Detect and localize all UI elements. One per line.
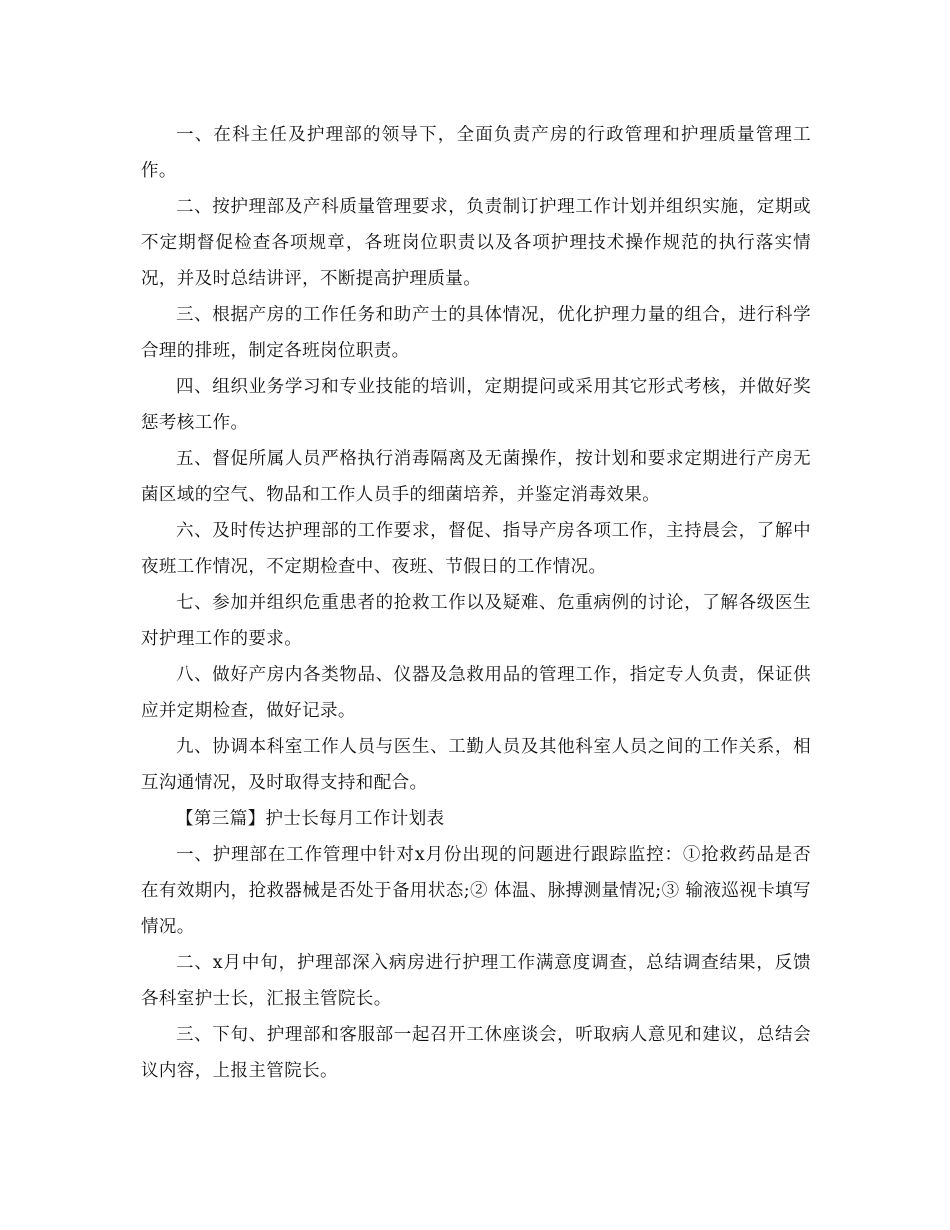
section-heading: 【第三篇】护士长每月工作计划表 [176,809,445,829]
paragraph-3: 三、根据产房的工作任务和助产士的具体情况，优化护理力量的组合，进行科学合理的排班，制定各班岗位职责。 [141,305,811,361]
plan-item-1: 一、护理部在工作管理中针对x月份出现的问题进行跟踪监控：①抢救药品是否在有效期内，抢救器械是否处于备用状态;② 体温、脉搏测量情况;③ 输液巡视卡填写情况。 [141,845,811,937]
plan-item-3: 三、下旬、护理部和客服部一起召开工休座谈会，听取病人意见和建议，总结会议内容，上报主管院长。 [141,1025,811,1081]
paragraph-6: 六、及时传达护理部的工作要求，督促、指导产房各项工作，主持晨会，了解中夜班工作情况，不定期检查中、夜班、节假日的工作情况。 [141,521,811,577]
paragraph-7: 七、参加并组织危重患者的抢救工作以及疑难、危重病例的讨论，了解各级医生对护理工作的要求。 [141,593,811,649]
paragraph-8: 八、做好产房内各类物品、仪器及急救用品的管理工作，指定专人负责，保证供应并定期检查，做好记录。 [141,665,811,721]
plan-item-2: 二、x月中旬，护理部深入病房进行护理工作满意度调查，总结调查结果，反馈各科室护士长，汇报主管院长。 [141,953,811,1009]
paragraph-9: 九、协调本科室工作人员与医生、工勤人员及其他科室人员之间的工作关系，相互沟通情况，及时取得支持和配合。 [141,737,811,793]
paragraph-2: 二、按护理部及产科质量管理要求，负责制订护理工作计划并组织实施，定期或不定期督促检查各项规章，各班岗位职责以及各项护理技术操作规范的执行落实情况，并及时总结讲评，不断提高护理质量。 [141,197,811,289]
paragraph-1: 一、在科主任及护理部的领导下，全面负责产房的行政管理和护理质量管理工作。 [141,125,811,181]
paragraph-4: 四、组织业务学习和专业技能的培训，定期提问或采用其它形式考核，并做好奖惩考核工作。 [141,377,811,433]
document-page [141,117,811,1089]
paragraph-5: 五、督促所属人员严格执行消毒隔离及无菌操作，按计划和要求定期进行产房无菌区域的空气、物品和工作人员手的细菌培养，并鉴定消毒效果。 [141,449,811,505]
